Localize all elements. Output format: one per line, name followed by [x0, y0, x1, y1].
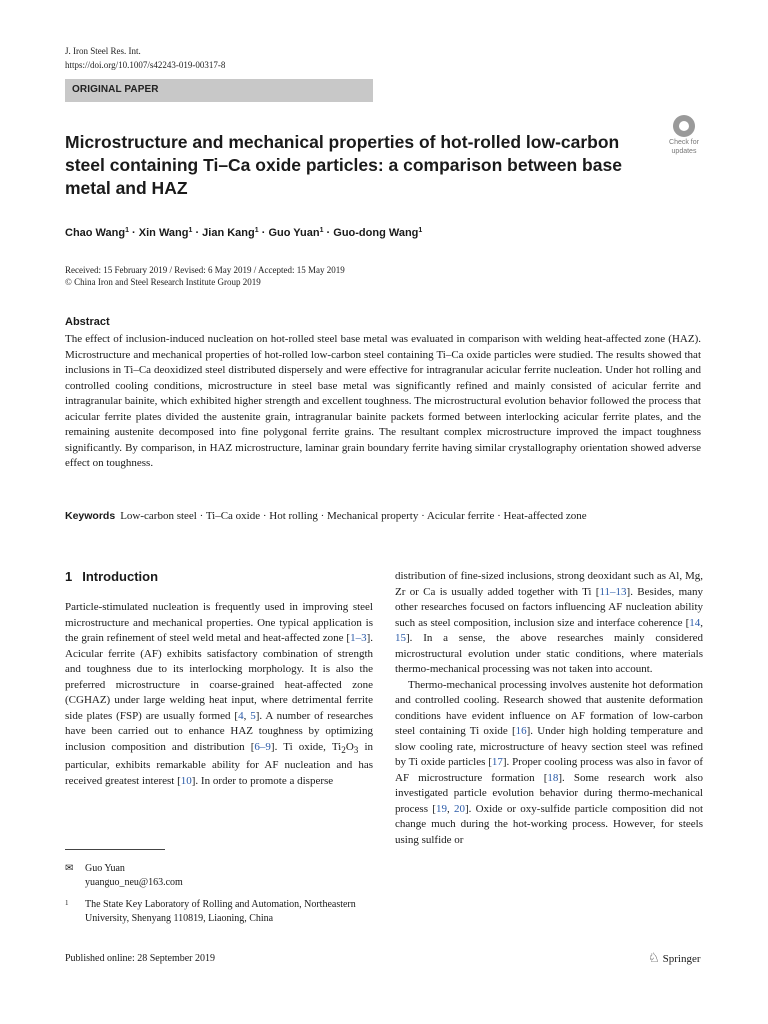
journal-info [65, 44, 225, 72]
text-run: ]. Ti oxide, Ti [270, 740, 342, 753]
text-run: ]. Acicular ferrite (AF) exhibits satisfactory combination of strength and toughness due to its interlocking morphology. It is also the preferred microstructure in coarse-grained heat-affected zone (CGHAZ) under large welding heat input, where detrimental ferrite side plates (FSP) are usually formed [ [65, 632, 373, 722]
abstract-heading: Abstract [65, 316, 110, 328]
citation-link[interactable]: 5 [250, 709, 256, 722]
citation-link[interactable]: 20 [453, 802, 465, 815]
publisher-logo [648, 950, 701, 966]
subscript: 3 [353, 744, 359, 755]
affiliation-text: The State Key Laboratory of Rolling and Automation, Northeastern University, Shenyang 110819, Liaoning, China [85, 899, 356, 924]
citation-link[interactable]: 1–3 [350, 632, 367, 644]
citation-link[interactable]: 6–9 [254, 740, 271, 753]
author-affiliation-mark: 1 [254, 227, 259, 234]
keywords-label: Keywords [65, 510, 116, 522]
text-run: Particle-stimulated nucleation is frequently used in improving steel microstructure and mechanical properties. One typical application is the grain refinement of steel weld metal and heat-affected zone [ [65, 601, 373, 644]
doi-link[interactable]: https://doi.org/10.1007/s42243-019-00317-8 [65, 60, 226, 70]
text-run: ]. Proper cooling process was also in favor of AF microstructure formation [ [395, 756, 703, 784]
affiliation [65, 898, 375, 926]
section-title: Introduction [82, 569, 159, 584]
copyright-notice: © China Iron and Steel Research Institute Group 2019 [65, 277, 261, 287]
subscript: 2 [341, 744, 346, 755]
corresponding-email[interactable]: yuanguo_neu@163.com [85, 877, 183, 888]
author-separator: · [192, 227, 203, 239]
text-run: ]. Some research work also investigated particle evolution behavior during thermo-mechanical process [ [395, 771, 704, 815]
paper-title: Microstructure and mechanical properties of hot-rolled low-carbon steel containing Ti–Ca oxide particles: a comparison between base metal and HAZ [65, 132, 622, 198]
paragraph [395, 678, 703, 849]
citation-link[interactable]: 17 [491, 756, 503, 768]
author-affiliation-mark: 1 [125, 227, 129, 234]
journal-name: J. Iron Steel Res. Int. [65, 46, 141, 56]
citation-link[interactable]: 18 [547, 771, 559, 784]
badge-line-2: updates [671, 148, 697, 155]
author-name[interactable]: Guo Yuan [268, 227, 320, 239]
paragraph [395, 569, 703, 678]
citation-link[interactable]: 15 [395, 632, 406, 644]
text-run: ]. Under high holding temperature and slow cooling rate, microstructure of heavy section steel was refined by Ti oxide particles [ [395, 725, 703, 768]
author-affiliation-mark: 1 [188, 227, 193, 234]
corresponding-author: Guo Yuan [85, 863, 125, 874]
section-heading [65, 569, 158, 584]
author-name[interactable]: Guo-dong Wang [333, 227, 419, 239]
author-list [65, 227, 422, 239]
date-history: Received: 15 February 2019 / Revised: 6 May 2019 / Accepted: 15 May 2019 [65, 265, 345, 275]
author-name[interactable]: Jian Kang [202, 227, 255, 239]
text-run: in particular, exhibits remarkable ability for AF nucleation and has received greatest interest [ [65, 740, 374, 787]
article-type-banner [65, 79, 373, 102]
author-separator: · [258, 227, 269, 239]
affiliation-number: 1 [65, 899, 69, 907]
keywords [65, 509, 725, 523]
author-affiliation-mark: 1 [319, 227, 324, 234]
paragraph [65, 600, 373, 789]
article-type-label: ORIGINAL PAPER [72, 84, 159, 95]
citation-link[interactable]: 10 [180, 774, 192, 787]
text-run: O [345, 740, 354, 753]
article-dates [65, 264, 345, 288]
abstract-text: The effect of inclusion-induced nucleation on hot-rolled steel base metal was evaluated in comparison with welding heat-affected zone (HAZ). Microstructure and mechanical properties of hot-rolled low-carbon steel containing Ti–Ca oxide particles were studied. The results showed that inclusions in Ti–Ca deoxidized steel distributed dispersely and were effective for intragranular acicular ferrite nucleation. Under hot rolling and controlled cooling conditions, microstructure in steel base metal was significantly refined and mainly consisted of acicular ferrite and intragranular bainite, which exhibited higher strength and excellent toughness. The microstructural evolution behavior followed the process that acicular ferrite plates divided the austenite grain, intragranular bainite packets formed between interlocking acicular ferrite plates, and the remaining austenite decomposed into fine polygonal ferrite grains. The resultant complex microstructure improved the impact toughness significantly. By comparison, in HAZ microstructure, laminar grain boundary ferrite having similar crystallography orientation showed adverse effect on toughness. [65, 333, 701, 469]
correspondence [65, 862, 183, 890]
text-run: distribution of fine-sized inclusions, strong deoxidant such as Al, Mg, Zr or Ca is usually added together with Ti [ [395, 570, 703, 598]
author-affiliation-mark: 1 [418, 227, 423, 234]
citation-link[interactable]: 19 [435, 802, 447, 815]
check-for-updates-badge[interactable] [664, 115, 704, 155]
text-run: ]. Besides, many other researches focused on factors influencing AF nucleation ability such as steel composition, inclusion size and interface coherence [ [395, 585, 704, 629]
text-run: , [700, 616, 703, 629]
author-name[interactable]: Xin Wang [138, 227, 189, 239]
citation-link[interactable]: 16 [515, 725, 527, 737]
badge-line-1: Check for [669, 139, 699, 146]
keywords-list: Low-carbon steel · Ti–Ca oxide · Hot rolling · Mechanical property · Acicular ferrite · Heat-affected zone [120, 510, 587, 522]
text-run: ]. Oxide or oxy-sulfide particle composition did not change much during the hot-working process. However, for steels using sulfide or [395, 802, 704, 846]
text-run: ]. In a sense, the above researches mainly considered microstructural evolution under static conditions, where materials thermo-mechanical processing was not taken into account. [395, 632, 703, 675]
citation-link[interactable]: 4 [238, 709, 244, 722]
citation-link[interactable]: 14 [689, 616, 701, 629]
body-column-left [65, 600, 373, 789]
footnote-divider [65, 849, 165, 850]
text-run: Thermo-mechanical processing involves austenite hot deformation and controlled cooling. Research showed that austenite deformation conditions have evident influence on AF formation of low-carbon steel containing Ti oxide [ [395, 678, 703, 737]
author-separator: · [323, 227, 334, 239]
author-separator: · [129, 227, 139, 239]
check-for-updates-icon [673, 115, 695, 137]
envelope-icon: ✉ [65, 863, 74, 874]
body-column-right [395, 569, 703, 848]
published-online: Published online: 28 September 2019 [65, 953, 215, 964]
section-number: 1 [65, 569, 73, 584]
text-run: ]. In order to promote a disperse [191, 774, 334, 787]
text-run: ]. A number of researches have been carried out to enhance HAZ toughness by optimizing inclusion composition and distribution [ [65, 709, 374, 753]
text-run: , [243, 709, 251, 722]
text-run: , [446, 802, 454, 815]
publisher-name: Springer [662, 953, 701, 965]
springer-horse-icon: ♘ [648, 950, 660, 965]
citation-link[interactable]: 11–13 [599, 585, 627, 598]
author-name[interactable]: Chao Wang [65, 227, 126, 239]
